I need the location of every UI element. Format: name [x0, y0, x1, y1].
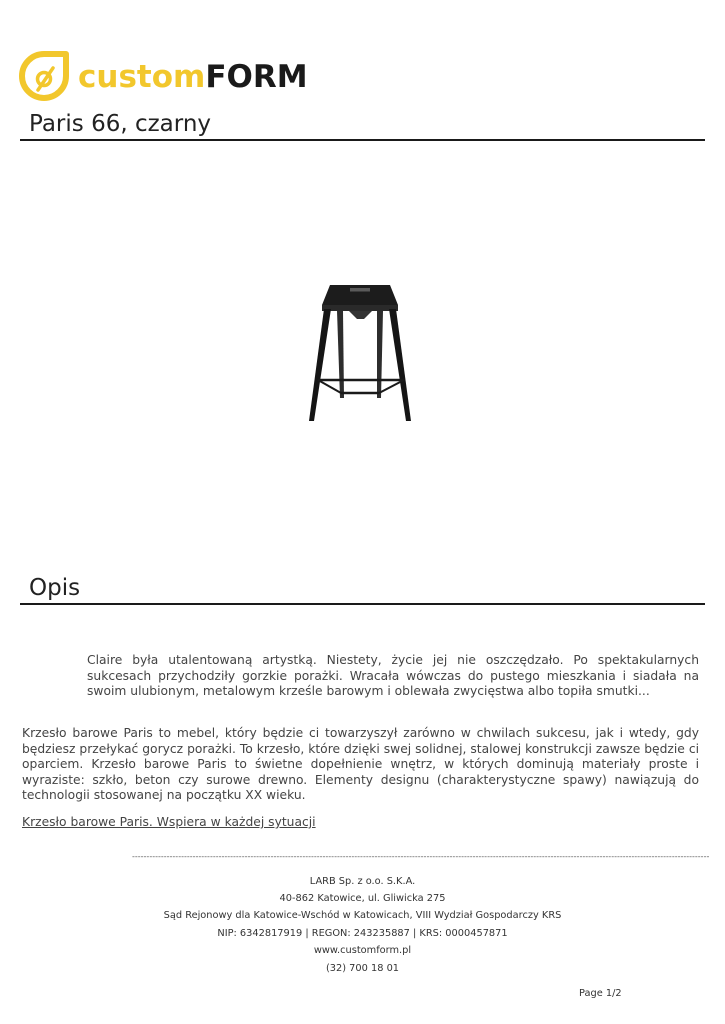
footer-address: 40-862 Katowice, ul. Gliwicka 275 [279, 893, 446, 904]
product-image [300, 275, 420, 425]
footer-phone: (32) 700 18 01 [325, 963, 400, 974]
page-number: Page 1/2 [579, 988, 622, 999]
product-title: Paris 66, czarny [29, 111, 212, 137]
title-divider [20, 139, 705, 141]
footer-website[interactable]: www.customform.pl [313, 945, 412, 956]
brand-logo [18, 50, 308, 106]
footer-court: Sąd Rejonowy dla Katowice-Wschód w Katowicach, VIII Wydział Gospodarczy KRS [163, 910, 562, 921]
logo-mark-icon [18, 50, 74, 106]
footer-separator: -------------------------------------------------------------------------------------------------------------------------------------------------------------------------------------------------------- [132, 852, 710, 861]
logo-text-custom: custom [78, 59, 206, 95]
section-title-description: Opis [29, 575, 81, 601]
footer-ids: NIP: 6342817919 | REGON: 243235887 | KRS: 0000457871 [217, 928, 508, 939]
logo-wordmark [78, 52, 308, 102]
description-body: Krzesło barowe Paris to mebel, który będzie ci towarzyszył zarówno w chwilach sukcesu, jak i wtedy, gdy będziesz przełykać gorycz porażki. To krzesło, które dzięki swej solidnej, stalowej konstrukcji zawsze będzie ci oparciem. Krzesło barowe Paris to świetne dopełnienie wnętrz, w których dominują materiały proste i wyraziste: szkło, beton czy surowe drewno. Elementy designu (charakterystyczne spawy) nawiązują do technologii stosowanej na początku XX wieku. [22, 726, 699, 802]
description-link[interactable]: Krzesło barowe Paris. Wspiera w każdej sytuacji [22, 815, 316, 829]
footer-company: LARB Sp. z o.o. S.K.A. [309, 876, 416, 887]
section-divider [20, 603, 705, 605]
bar-stool-icon [309, 285, 411, 421]
logo-text-form: FORM [205, 59, 308, 95]
description-quote: Claire była utalentowaną artystką. Niestety, życie jej nie oszczędzało. Po spektakularnych sukcesach przychodziły gorzkie porażki. Wracała wówczas do pustego mieszkania i siadała na swoim ulubionym, metalowym krześle barowym i oblewała zwycięstwa albo topiła smutki... [87, 653, 699, 698]
